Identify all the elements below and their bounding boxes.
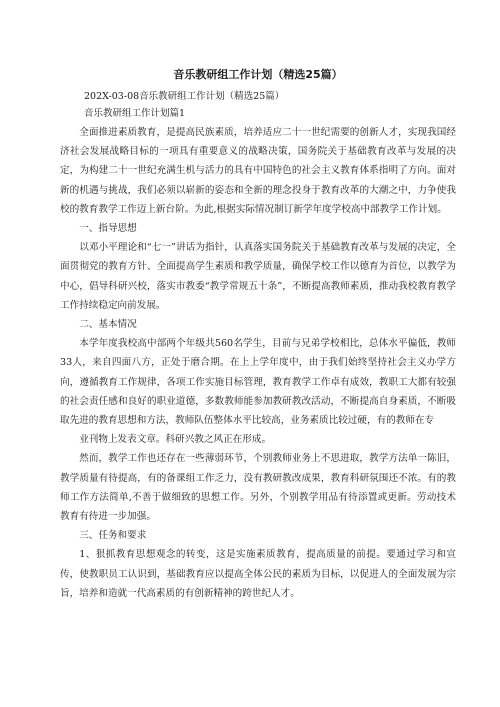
section-subtitle: 音乐教研组工作计划篇1 <box>84 108 186 119</box>
section-heading: 三、任务和要求 <box>79 530 147 542</box>
paragraph: 然而，教学工作也还存在一些薄弱环节，个别教师业务上不思进取，教学方法单一陈旧，教学质量有待提高，有的备课组工作乏力，没有教研教改成果，教育科研氛围还不浓。有的教师工作方法简单,不善于做细致的思想工作。另外，个别教学用品有待添置或更新。劳动技术教育有待进一步加强。 <box>60 453 456 523</box>
section-heading: 一、指导思想 <box>79 223 137 235</box>
paragraph: 1、狠抓教育思想观念的转变，这是实施素质教育，提高质量的前提。要通过学习和宣传，使教职员工认识到，基础教育应以提高全体公民的素质为目标，以促进人的全面发展为宗旨，培养和造就一代高素质的有创新精神的跨世纪人才。 <box>60 549 456 599</box>
paragraph: 业刊物上发表文章。科研兴教之风正在形成。 <box>79 434 272 446</box>
paragraph: 以邓小平理论和“七一”讲话为指针，认真落实国务院关于基础教育改革与发展的决定，全面贯彻党的教育方针、全面提高学生素质和教学质量，确保学校工作以德育为首位，以教学为中心，倡导科研兴校，落实市教委“教学常规五十条”，不断提高教师素质，推动我校教育教学工作持续稳定向前发展。 <box>60 242 456 311</box>
paragraph: 本学年度我校高中部两个年级共560名学生，目前与兄弟学校相比，总体水平偏低，教师33人，来自四面八方，正处于磨合期。在上上学年度中，由于我们始终坚持社会主义办学方向，遵循教育工作规律，各项工作实施目标管理，教育教学工作卓有成效，教职工大都有较强的社会责任感和良好的职业道德，多数教师能参加教研教改活动，不断提高自身素质，不断吸取先进的教育思想和方法，教师队伍整体水平比较高，业务素质比较过硬，有的教师在专 <box>60 338 456 427</box>
document-title: 音乐教研组工作计划（精选25篇） <box>173 68 343 81</box>
paragraph: 全面推进素质教育，是提高民族素质，培养适应二十一世纪需要的创新人才，实现我国经济社会发展战略目标的一项具有重要意义的战略决策，国务院关于基础教育改革与发展的决定，为构建二十一世纪充满生机与活力的具有中国特色的社会主义教育体系指明了方向。面对新的机遇与挑战，我们必须以崭新的姿态和全新的理念投身于教育改革的大潮之中，力争使我校的教育教学工作迈上新台阶。为此,根据实际情况制订新学年度学校高中部教学工作计划。 <box>60 127 456 215</box>
document-meta: 202X-03-08音乐教研组工作计划（精选25篇） <box>84 91 285 102</box>
section-heading: 二、基本情况 <box>79 319 137 331</box>
